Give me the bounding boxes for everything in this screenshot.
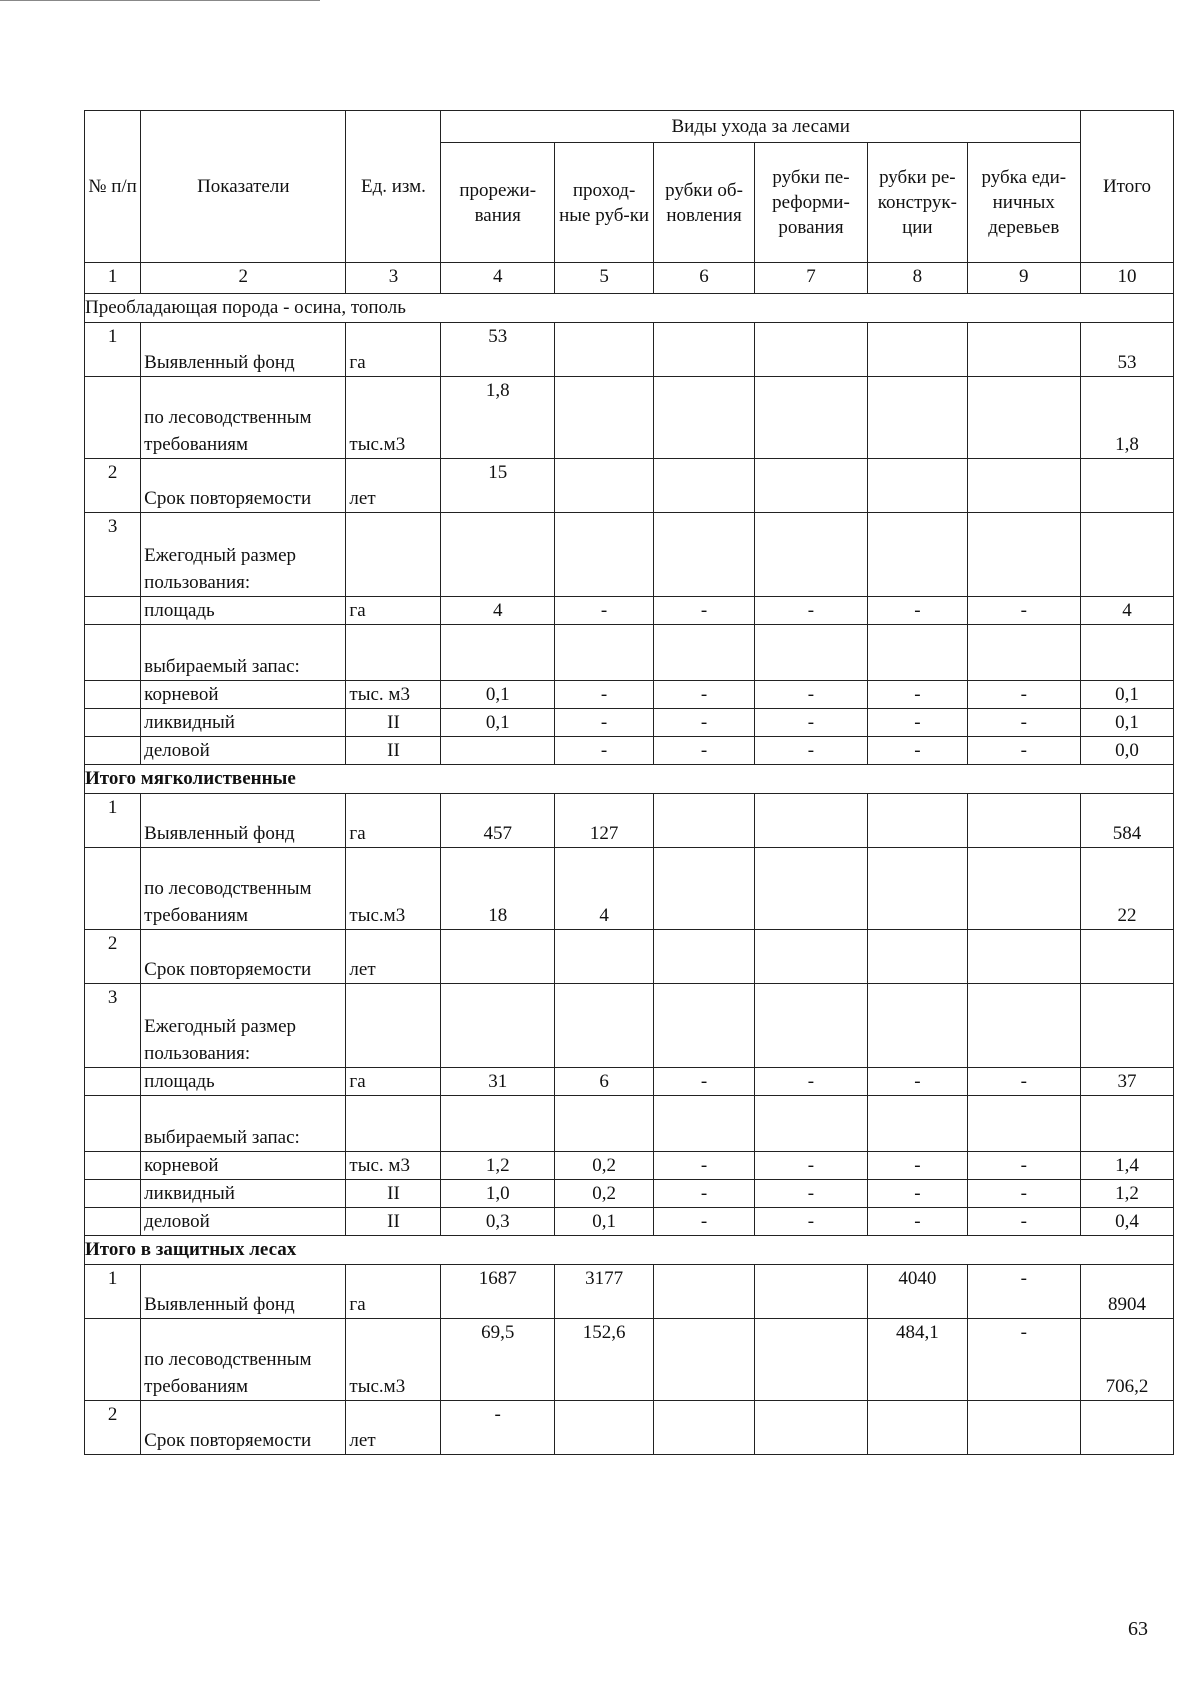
total-cell: 0,0 <box>1081 737 1174 765</box>
total-cell: 8904 <box>1081 1265 1174 1319</box>
row-unit: лет <box>346 459 441 513</box>
table-row <box>85 377 1174 459</box>
column-number: 9 <box>967 263 1080 294</box>
row-label: Выявленный фонд <box>141 323 346 377</box>
row-number: 1 <box>85 794 141 848</box>
value-cell <box>967 513 1080 597</box>
value-cell <box>654 930 754 984</box>
value-cell: - <box>868 1180 967 1208</box>
value-cell: - <box>868 597 967 625</box>
value-cell: 3177 <box>554 1265 653 1319</box>
row-number <box>85 737 141 765</box>
value-cell: - <box>654 1180 754 1208</box>
value-cell: 18 <box>441 848 554 930</box>
value-cell <box>654 1319 754 1401</box>
value-cell: - <box>967 1068 1080 1096</box>
value-cell <box>967 1096 1080 1152</box>
value-cell: - <box>754 681 867 709</box>
total-cell: 584 <box>1081 794 1174 848</box>
value-cell <box>868 848 967 930</box>
column-number: 3 <box>346 263 441 294</box>
value-cell <box>554 323 653 377</box>
value-cell: 53 <box>441 323 554 377</box>
value-cell: - <box>967 709 1080 737</box>
table-row <box>85 513 1174 597</box>
total-cell <box>1081 513 1174 597</box>
section-title: Итого мягколиственные <box>85 765 1174 794</box>
row-label: корневой <box>141 681 346 709</box>
page-number: 63 <box>1128 1618 1148 1640</box>
value-cell <box>754 625 867 681</box>
value-cell: - <box>868 737 967 765</box>
column-number: 8 <box>868 263 967 294</box>
value-cell <box>754 513 867 597</box>
forest-care-table <box>84 110 1174 1455</box>
row-unit <box>346 625 441 681</box>
row-number <box>85 681 141 709</box>
value-cell: 0,2 <box>554 1152 653 1180</box>
row-number <box>85 1319 141 1401</box>
row-label: по лесоводственным требованиям <box>141 1319 346 1401</box>
total-cell: 0,1 <box>1081 709 1174 737</box>
value-cell: - <box>654 737 754 765</box>
value-cell <box>967 1401 1080 1455</box>
value-cell <box>868 459 967 513</box>
value-cell <box>554 459 653 513</box>
value-cell <box>967 930 1080 984</box>
value-cell: - <box>654 709 754 737</box>
value-cell: 69,5 <box>441 1319 554 1401</box>
value-cell: 127 <box>554 794 653 848</box>
column-number: 7 <box>754 263 867 294</box>
value-cell <box>754 1401 867 1455</box>
total-cell <box>1081 930 1174 984</box>
total-cell: 1,2 <box>1081 1180 1174 1208</box>
table-row <box>85 848 1174 930</box>
value-cell <box>754 1265 867 1319</box>
total-cell: 4 <box>1081 597 1174 625</box>
value-cell: - <box>554 709 653 737</box>
row-label: Срок повторяемости <box>141 459 346 513</box>
row-label: по лесоводственным требованиям <box>141 848 346 930</box>
value-cell: - <box>754 1152 867 1180</box>
row-number <box>85 377 141 459</box>
value-cell: - <box>754 1180 867 1208</box>
table-row <box>85 681 1174 709</box>
row-unit: тыс. м3 <box>346 681 441 709</box>
total-cell <box>1081 1096 1174 1152</box>
value-cell <box>654 794 754 848</box>
value-cell: 0,1 <box>554 1208 653 1236</box>
forest-care-table-sheet <box>84 110 1174 1455</box>
header-type-1: прорежи-вания <box>441 143 554 263</box>
value-cell: 1,8 <box>441 377 554 459</box>
section-title-row <box>85 294 1174 323</box>
value-cell: - <box>967 737 1080 765</box>
value-cell: 4040 <box>868 1265 967 1319</box>
header-type-4: рубки пе-реформи-рования <box>754 143 867 263</box>
table-row <box>85 1265 1174 1319</box>
row-number <box>85 1068 141 1096</box>
value-cell <box>554 930 653 984</box>
table-row <box>85 1068 1174 1096</box>
value-cell <box>654 377 754 459</box>
header-no: № п/п <box>85 111 141 263</box>
value-cell <box>654 513 754 597</box>
row-label: площадь <box>141 597 346 625</box>
value-cell: 0,1 <box>441 681 554 709</box>
value-cell: 15 <box>441 459 554 513</box>
value-cell <box>554 1096 653 1152</box>
row-label: Ежегодный размер пользования: <box>141 984 346 1068</box>
row-number: 2 <box>85 1401 141 1455</box>
value-cell: 152,6 <box>554 1319 653 1401</box>
row-number: 3 <box>85 984 141 1068</box>
row-unit: га <box>346 597 441 625</box>
row-label: Срок повторяемости <box>141 930 346 984</box>
value-cell <box>868 794 967 848</box>
row-label: Срок повторяемости <box>141 1401 346 1455</box>
value-cell <box>654 459 754 513</box>
table-row <box>85 459 1174 513</box>
value-cell: - <box>868 1068 967 1096</box>
row-number <box>85 1096 141 1152</box>
row-number: 2 <box>85 459 141 513</box>
value-cell: 1,0 <box>441 1180 554 1208</box>
row-number <box>85 709 141 737</box>
row-label: ликвидный <box>141 1180 346 1208</box>
value-cell <box>754 984 867 1068</box>
value-cell <box>754 459 867 513</box>
value-cell <box>868 513 967 597</box>
value-cell <box>554 625 653 681</box>
value-cell <box>967 459 1080 513</box>
row-unit: II <box>346 1208 441 1236</box>
value-cell: 6 <box>554 1068 653 1096</box>
section-title: Итого в защитных лесах <box>85 1236 1174 1265</box>
column-number: 2 <box>141 263 346 294</box>
row-label: ликвидный <box>141 709 346 737</box>
header-group-title: Виды ухода за лесами <box>441 111 1081 143</box>
table-row <box>85 737 1174 765</box>
column-number: 4 <box>441 263 554 294</box>
value-cell: 1,2 <box>441 1152 554 1180</box>
row-unit: тыс.м3 <box>346 377 441 459</box>
row-label: Выявленный фонд <box>141 1265 346 1319</box>
value-cell <box>868 1401 967 1455</box>
total-cell: 1,8 <box>1081 377 1174 459</box>
row-label: площадь <box>141 1068 346 1096</box>
row-unit: тыс.м3 <box>346 848 441 930</box>
column-number: 1 <box>85 263 141 294</box>
value-cell: - <box>754 737 867 765</box>
scan-edge-line <box>0 0 320 1</box>
row-number <box>85 597 141 625</box>
header-type-6: рубка еди-ничных деревьев <box>967 143 1080 263</box>
header-type-2: проход-ные руб-ки <box>554 143 653 263</box>
row-number: 1 <box>85 323 141 377</box>
row-number: 2 <box>85 930 141 984</box>
value-cell <box>554 513 653 597</box>
value-cell <box>654 323 754 377</box>
row-label: Выявленный фонд <box>141 794 346 848</box>
table-body <box>85 294 1174 1455</box>
value-cell: 457 <box>441 794 554 848</box>
value-cell <box>441 1096 554 1152</box>
value-cell: - <box>868 709 967 737</box>
section-title-row <box>85 765 1174 794</box>
value-cell: - <box>967 1180 1080 1208</box>
total-cell <box>1081 625 1174 681</box>
table-row <box>85 1152 1174 1180</box>
value-cell <box>654 984 754 1068</box>
value-cell <box>967 848 1080 930</box>
section-title-row <box>85 1236 1174 1265</box>
value-cell: 4 <box>441 597 554 625</box>
value-cell: - <box>967 597 1080 625</box>
value-cell: - <box>868 1152 967 1180</box>
row-unit: II <box>346 1180 441 1208</box>
column-number: 6 <box>654 263 754 294</box>
table-row <box>85 930 1174 984</box>
value-cell <box>754 794 867 848</box>
value-cell <box>441 625 554 681</box>
row-number: 3 <box>85 513 141 597</box>
total-cell: 22 <box>1081 848 1174 930</box>
value-cell <box>654 1401 754 1455</box>
value-cell <box>754 323 867 377</box>
total-cell: 37 <box>1081 1068 1174 1096</box>
row-label: выбираемый запас: <box>141 625 346 681</box>
value-cell <box>868 930 967 984</box>
total-cell <box>1081 1401 1174 1455</box>
row-unit: га <box>346 323 441 377</box>
value-cell <box>967 377 1080 459</box>
row-label: корневой <box>141 1152 346 1180</box>
row-number <box>85 625 141 681</box>
total-cell <box>1081 984 1174 1068</box>
table-row <box>85 323 1174 377</box>
value-cell: - <box>967 1265 1080 1319</box>
row-unit: тыс. м3 <box>346 1152 441 1180</box>
row-number <box>85 1152 141 1180</box>
value-cell: - <box>754 597 867 625</box>
row-unit: II <box>346 737 441 765</box>
header-type-3: рубки об-новления <box>654 143 754 263</box>
value-cell: - <box>654 1208 754 1236</box>
value-cell: - <box>754 709 867 737</box>
value-cell <box>441 737 554 765</box>
row-unit: га <box>346 794 441 848</box>
header-total: Итого <box>1081 111 1174 263</box>
value-cell <box>654 1096 754 1152</box>
value-cell <box>654 625 754 681</box>
row-number <box>85 1180 141 1208</box>
value-cell <box>967 323 1080 377</box>
row-label: выбираемый запас: <box>141 1096 346 1152</box>
value-cell <box>554 377 653 459</box>
value-cell: - <box>754 1068 867 1096</box>
row-unit <box>346 1096 441 1152</box>
value-cell: 0,2 <box>554 1180 653 1208</box>
value-cell <box>554 1401 653 1455</box>
total-cell: 706,2 <box>1081 1319 1174 1401</box>
column-number: 10 <box>1081 263 1174 294</box>
table-row <box>85 625 1174 681</box>
value-cell: - <box>967 1208 1080 1236</box>
column-number-row <box>85 263 1174 294</box>
column-number: 5 <box>554 263 653 294</box>
value-cell: - <box>754 1208 867 1236</box>
value-cell <box>754 848 867 930</box>
table-row <box>85 1096 1174 1152</box>
value-cell: - <box>967 1319 1080 1401</box>
row-unit: лет <box>346 930 441 984</box>
total-cell: 53 <box>1081 323 1174 377</box>
value-cell: - <box>554 681 653 709</box>
table-row <box>85 794 1174 848</box>
value-cell <box>754 1096 867 1152</box>
row-label: деловой <box>141 737 346 765</box>
header-type-5: рубки ре-конструк-ции <box>868 143 967 263</box>
header-indicator: Показатели <box>141 111 346 263</box>
value-cell: - <box>441 1401 554 1455</box>
row-unit: га <box>346 1068 441 1096</box>
row-unit <box>346 513 441 597</box>
row-unit <box>346 984 441 1068</box>
total-cell <box>1081 459 1174 513</box>
value-cell <box>554 984 653 1068</box>
value-cell <box>868 625 967 681</box>
value-cell <box>441 930 554 984</box>
row-unit: лет <box>346 1401 441 1455</box>
table-row <box>85 1208 1174 1236</box>
value-cell <box>868 1096 967 1152</box>
table-header <box>85 111 1174 294</box>
value-cell <box>868 984 967 1068</box>
value-cell: 484,1 <box>868 1319 967 1401</box>
value-cell <box>441 513 554 597</box>
row-unit: II <box>346 709 441 737</box>
row-label: Ежегодный размер пользования: <box>141 513 346 597</box>
table-row <box>85 1401 1174 1455</box>
value-cell: - <box>554 597 653 625</box>
value-cell: 0,3 <box>441 1208 554 1236</box>
value-cell <box>754 1319 867 1401</box>
value-cell <box>654 848 754 930</box>
table-row <box>85 709 1174 737</box>
header-unit: Ед. изм. <box>346 111 441 263</box>
value-cell: - <box>654 681 754 709</box>
value-cell: - <box>868 1208 967 1236</box>
value-cell <box>654 1265 754 1319</box>
table-row <box>85 1319 1174 1401</box>
value-cell <box>754 930 867 984</box>
value-cell: 31 <box>441 1068 554 1096</box>
value-cell: 4 <box>554 848 653 930</box>
table-row <box>85 597 1174 625</box>
table-row <box>85 984 1174 1068</box>
value-cell: 0,1 <box>441 709 554 737</box>
value-cell <box>441 984 554 1068</box>
row-unit: га <box>346 1265 441 1319</box>
section-title: Преобладающая порода - осина, тополь <box>85 294 1174 323</box>
value-cell: - <box>654 1068 754 1096</box>
value-cell <box>754 377 867 459</box>
value-cell: - <box>654 597 754 625</box>
value-cell <box>868 377 967 459</box>
value-cell: - <box>654 1152 754 1180</box>
value-cell: - <box>868 681 967 709</box>
row-number: 1 <box>85 1265 141 1319</box>
total-cell: 0,1 <box>1081 681 1174 709</box>
row-label: деловой <box>141 1208 346 1236</box>
total-cell: 0,4 <box>1081 1208 1174 1236</box>
row-unit: тыс.м3 <box>346 1319 441 1401</box>
value-cell <box>868 323 967 377</box>
row-number <box>85 848 141 930</box>
value-cell: - <box>554 737 653 765</box>
row-label: по лесоводственным требованиям <box>141 377 346 459</box>
value-cell: 1687 <box>441 1265 554 1319</box>
value-cell: - <box>967 1152 1080 1180</box>
value-cell: - <box>967 681 1080 709</box>
row-number <box>85 1208 141 1236</box>
total-cell: 1,4 <box>1081 1152 1174 1180</box>
table-row <box>85 1180 1174 1208</box>
value-cell <box>967 984 1080 1068</box>
value-cell <box>967 625 1080 681</box>
value-cell <box>967 794 1080 848</box>
